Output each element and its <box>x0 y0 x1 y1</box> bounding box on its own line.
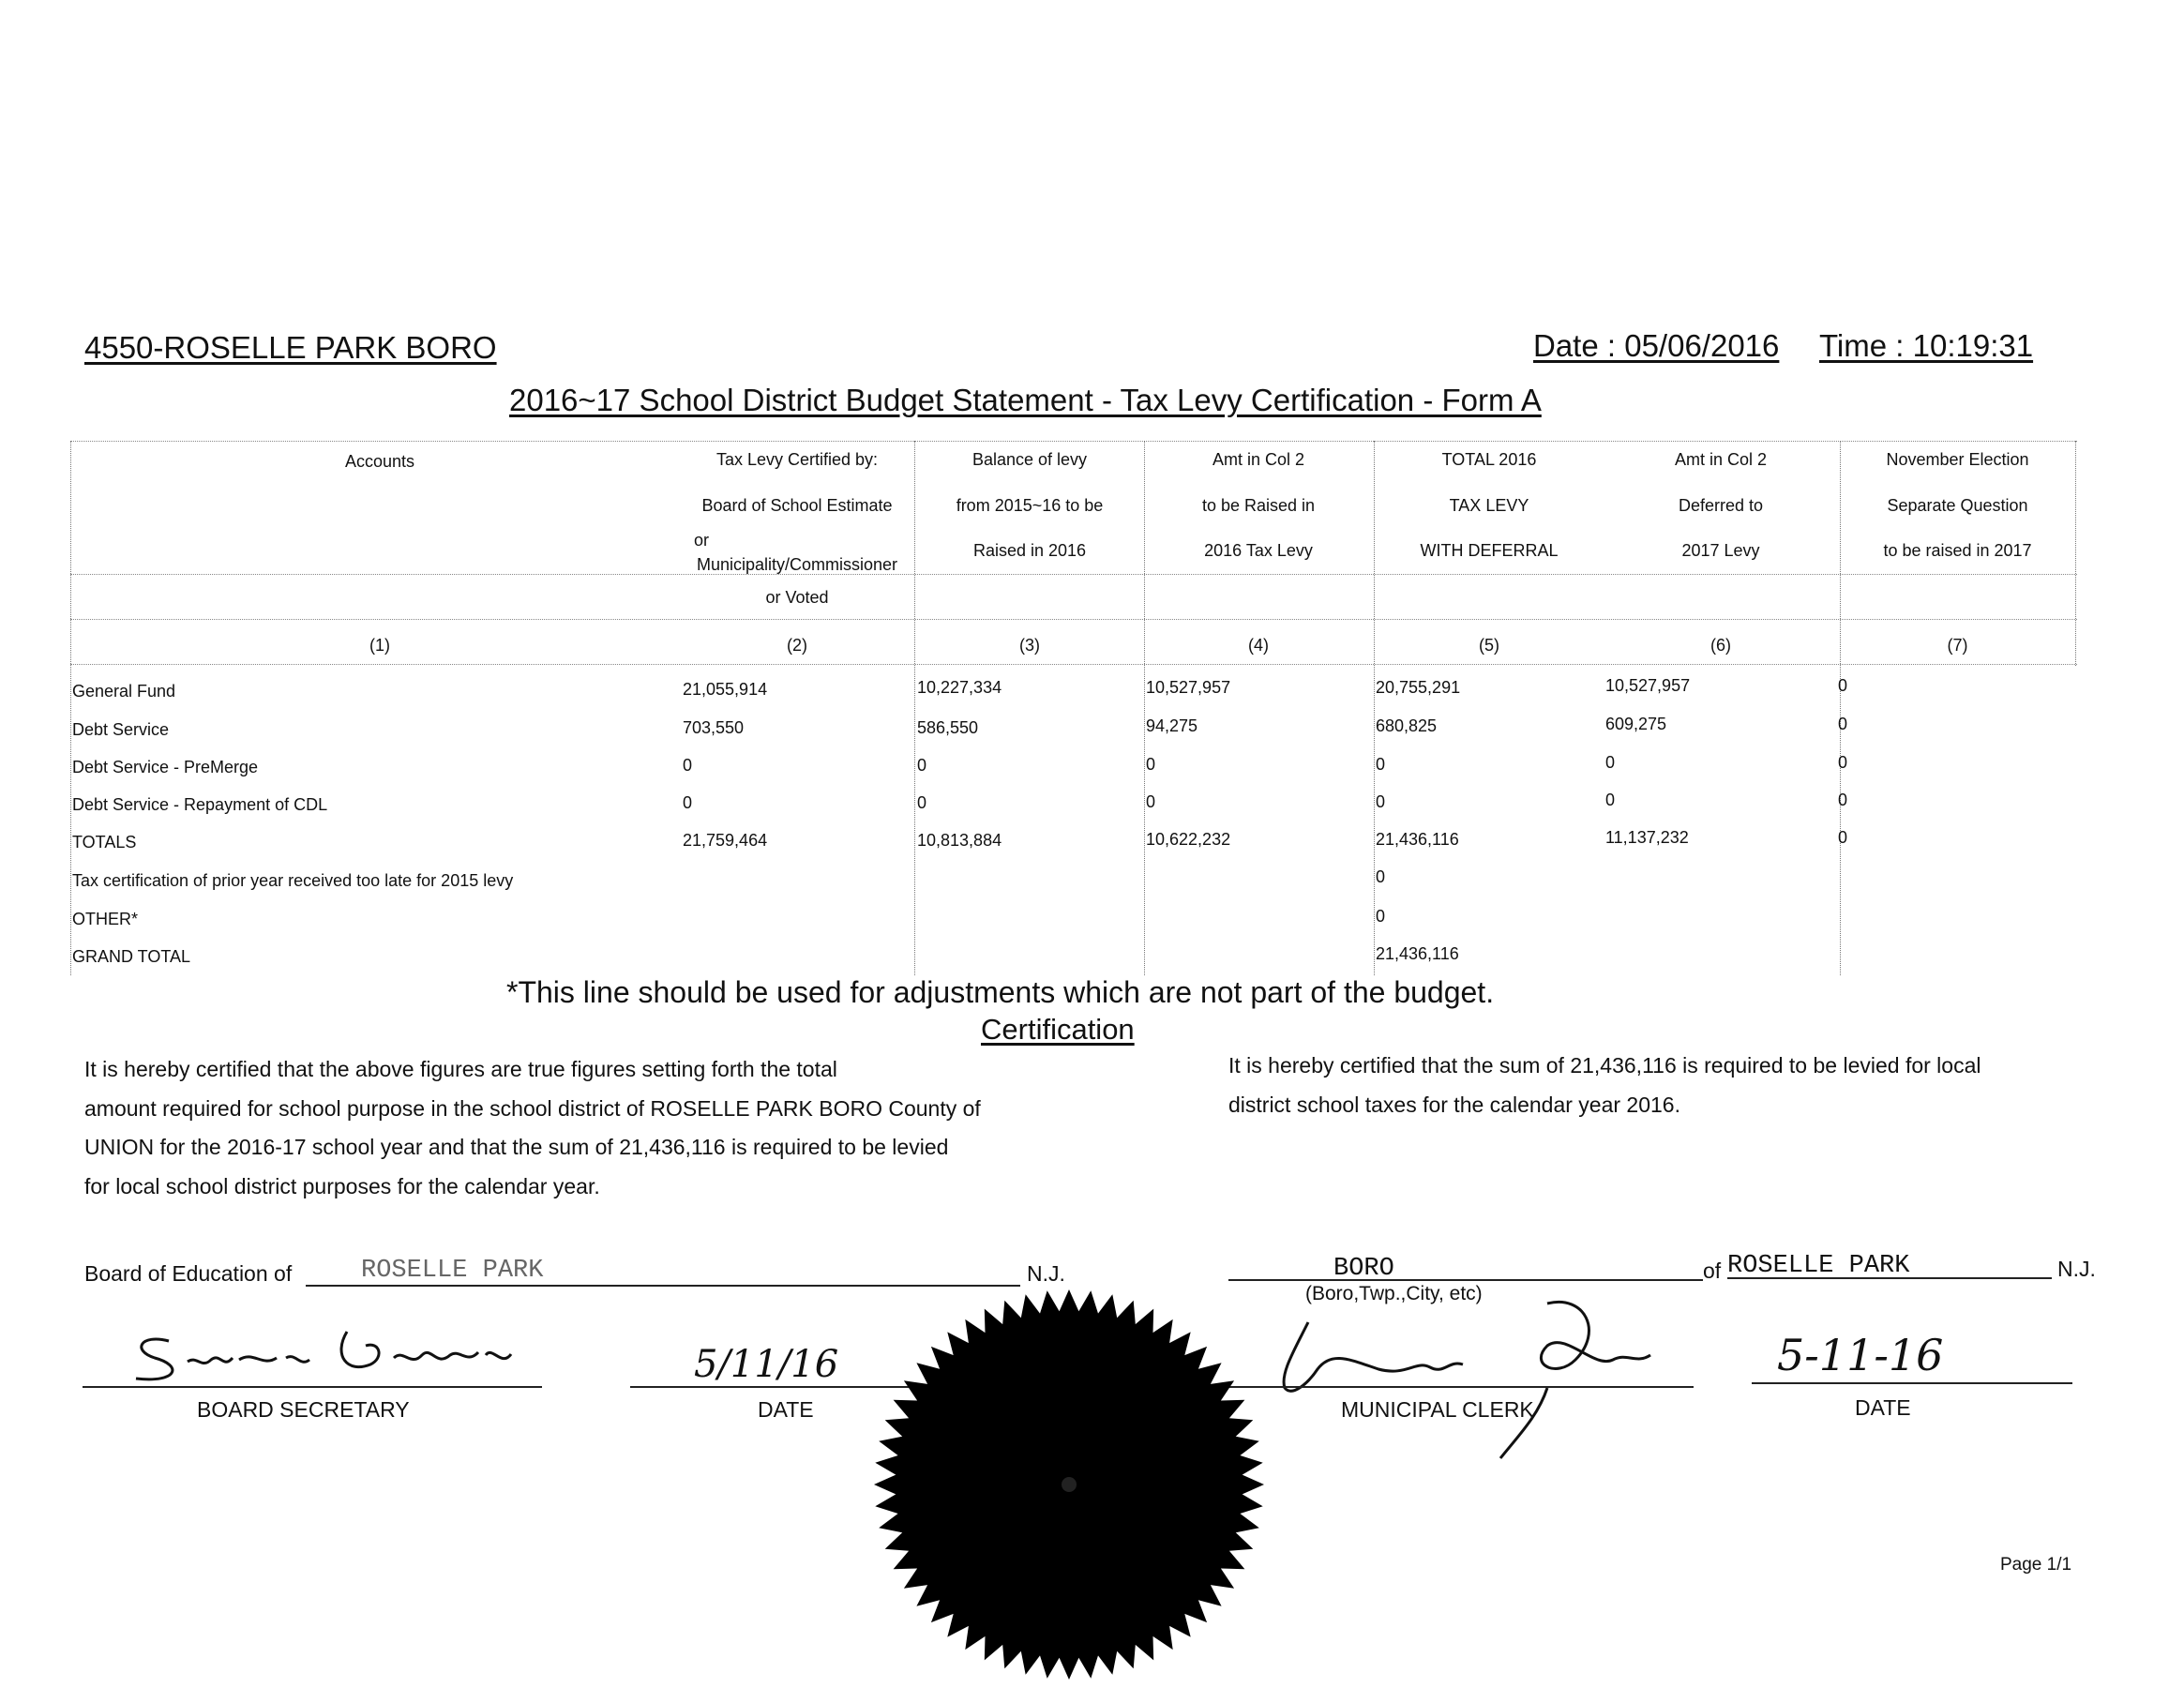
row-col2: 0 <box>683 756 693 775</box>
header-col4-line3: 2016 Tax Levy <box>1204 541 1313 560</box>
header-col5-line3: WITH DEFERRAL <box>1420 541 1559 560</box>
row-col5: 21,436,116 <box>1376 944 1459 963</box>
row-account: GRAND TOTAL <box>72 947 191 966</box>
header-col2-line3: or <box>694 531 710 550</box>
row-col4: 10,622,232 <box>1146 830 1231 849</box>
header-col4-line1: Amt in Col 2 <box>1212 450 1305 469</box>
board-signature-date: 5/11/16 <box>694 1343 839 1386</box>
header-col5-line1: TOTAL 2016 <box>1441 450 1537 469</box>
footnote: *This line should be used for adjustments which are not part of the budget. <box>506 975 1495 1009</box>
page-number: Page 1/1 <box>2000 1555 2072 1575</box>
row-col3: 586,550 <box>917 718 979 737</box>
certification-left-line: It is hereby certified that the above figures are true figures setting forth the total <box>84 1057 837 1081</box>
row-col5: 0 <box>1376 755 1386 774</box>
board-name: ROSELLE PARK <box>361 1257 544 1285</box>
header-col6-line3: 2017 Levy <box>1681 541 1760 560</box>
row-col7: 0 <box>1838 753 1848 772</box>
header-col2-line5: or Voted <box>765 588 829 607</box>
report-time: Time : 10:19:31 <box>1819 328 2034 363</box>
row-account: Tax certification of prior year received too late for 2015 levy <box>72 871 514 890</box>
row-col2: 21,055,914 <box>683 680 768 699</box>
header-col2-line4: Municipality/Commissioner <box>696 555 898 574</box>
row-col5: 20,755,291 <box>1376 678 1461 697</box>
header-col3-line3: Raised in 2016 <box>972 541 1087 560</box>
row-account: TOTALS <box>72 833 137 852</box>
col-number-3: (3) <box>1019 636 1040 655</box>
row-col7: 0 <box>1838 828 1848 847</box>
row-col5: 21,436,116 <box>1376 830 1459 849</box>
certification-right-line: district school taxes for the calendar year 2016. <box>1228 1092 1680 1117</box>
header-col2-line2: Board of School Estimate <box>701 496 893 515</box>
header-col7-line2: Separate Question <box>1887 496 2028 515</box>
col-number-5: (5) <box>1479 636 1499 655</box>
muni-type-hint: (Boro,Twp.,City, etc) <box>1305 1283 1483 1304</box>
row-account: OTHER* <box>72 910 139 928</box>
board-secretary-label: BOARD SECRETARY <box>197 1397 410 1422</box>
row-col2: 0 <box>683 793 693 812</box>
board-date-label: DATE <box>758 1397 814 1422</box>
certification-right-line: It is hereby certified that the sum of 21,436,116 is required to be levied for local <box>1228 1053 1981 1078</box>
header-col6-line1: Amt in Col 2 <box>1674 450 1768 469</box>
clerk-date-label: DATE <box>1855 1395 1911 1420</box>
muni-name: ROSELLE PARK <box>1727 1252 1910 1280</box>
row-account: Debt Service - Repayment of CDL <box>72 795 328 814</box>
header-col6-line2: Deferred to <box>1678 496 1764 515</box>
row-col4: 94,275 <box>1146 716 1198 735</box>
row-col4: 0 <box>1146 792 1156 811</box>
row-col5: 0 <box>1376 907 1386 926</box>
certification-heading: Certification <box>981 1013 1135 1046</box>
board-of-education-label: Board of Education of <box>84 1261 293 1286</box>
row-col5: 680,825 <box>1376 716 1438 735</box>
row-col6: 0 <box>1605 791 1616 809</box>
form-title: 2016~17 School District Budget Statement - Tax Levy Certification - Form A <box>509 383 1542 417</box>
header-col3-line2: from 2015~16 to be <box>956 496 1104 515</box>
official-seal-icon <box>867 1287 1271 1682</box>
col-number-4: (4) <box>1248 636 1269 655</box>
row-col7: 0 <box>1838 676 1848 695</box>
certification-left-line: amount required for school purpose in the school district of ROSELLE PARK BORO County of <box>84 1095 981 1121</box>
row-col4: 0 <box>1146 755 1156 774</box>
header-col4-line2: to be Raised in <box>1201 496 1316 515</box>
row-col6: 0 <box>1605 753 1616 772</box>
row-col4: 10,527,957 <box>1146 678 1231 697</box>
report-date: Date : 05/06/2016 <box>1533 328 1780 363</box>
row-col6: 10,527,957 <box>1605 676 1691 695</box>
header-accounts: Accounts <box>344 452 415 471</box>
board-nj-label: N.J. <box>1027 1261 1065 1286</box>
header-col3-line1: Balance of levy <box>972 450 1088 469</box>
row-col7: 0 <box>1838 715 1848 733</box>
secretary-signature-text: Susan Guercio <box>113 1390 119 1391</box>
row-col2: 703,550 <box>683 718 745 737</box>
row-col6: 609,275 <box>1605 715 1667 733</box>
certification-left-line: UNION for the 2016-17 school year and that the sum of 21,436,116 is required to be levied <box>84 1135 949 1159</box>
row-col2: 21,759,464 <box>683 831 768 850</box>
muni-type: BORO <box>1333 1255 1394 1283</box>
row-col5: 0 <box>1376 867 1386 886</box>
row-account: Debt Service <box>72 720 170 739</box>
certification-right-text <box>1228 1047 1981 1124</box>
row-col3: 0 <box>917 793 927 812</box>
row-account: General Fund <box>72 682 176 701</box>
municipal-clerk-signature <box>1266 1294 1697 1463</box>
col-number-1: (1) <box>369 636 390 655</box>
row-col7: 0 <box>1838 791 1848 809</box>
col-number-6: (6) <box>1710 636 1731 655</box>
row-col5: 0 <box>1376 792 1386 811</box>
muni-nj-label: N.J. <box>2057 1257 2096 1281</box>
row-account: Debt Service - PreMerge <box>72 758 259 776</box>
header-col5-line2: TAX LEVY <box>1449 496 1529 515</box>
certification-left-line: for local school district purposes for the calendar year. <box>84 1173 600 1198</box>
row-col3: 0 <box>917 756 927 775</box>
header-col2-line1: Tax Levy Certified by: <box>715 450 879 469</box>
header-col7-line3: to be raised in 2017 <box>1883 541 2032 560</box>
municipal-clerk-label: MUNICIPAL CLERK <box>1341 1397 1534 1422</box>
col-number-7: (7) <box>1947 636 1968 655</box>
col-number-2: (2) <box>787 636 807 655</box>
of-label: of <box>1703 1258 1722 1283</box>
row-col3: 10,227,334 <box>917 678 1002 697</box>
header-col7-line1: November Election <box>1886 450 2029 469</box>
row-col6: 11,137,232 <box>1605 828 1689 847</box>
row-col3: 10,813,884 <box>917 831 1002 850</box>
board-secretary-signature <box>113 1313 544 1397</box>
certification-left-text <box>84 1050 981 1206</box>
district-name: 4550-ROSELLE PARK BORO <box>84 330 497 365</box>
clerk-signature-date: 5-11-16 <box>1777 1330 1944 1380</box>
